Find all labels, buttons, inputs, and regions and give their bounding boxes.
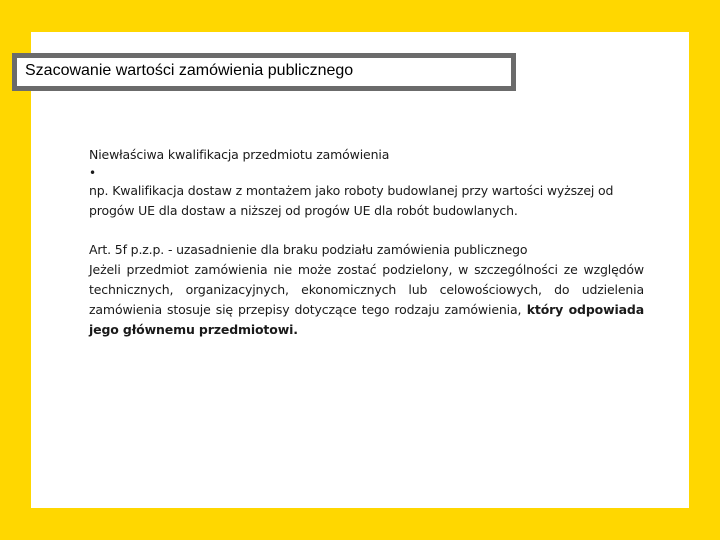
paragraph-2-bold-text: który odpowiada jego głównemu przedmiotowi.	[89, 302, 644, 337]
bullet-marker: •	[89, 166, 96, 180]
paragraph-2-text: Jeżeli przedmiot zamówienia nie może zostać podzielony, w szczególności ze względów technicznych, organizacyjnych, ekonomicznych lub celowościowych, do udzielenia zamówienia stosuje się przepisy dotyczące tego rodzaju zamówienia,	[89, 262, 644, 317]
paragraph-1-example: np. Kwalifikacja dostaw z montażem jako roboty budowlanej przy wartości wyższej od progów UE dla dostaw a niższej od progów UE dla robót budowlanych.	[89, 183, 614, 218]
slide-content	[89, 145, 644, 340]
paragraph-1-heading: Niewłaściwa kwalifikacja przedmiotu zamówienia	[89, 147, 390, 162]
paragraph-1	[89, 145, 644, 221]
slide-title: Szacowanie wartości zamówienia publicznego	[25, 62, 354, 79]
paragraph-2-heading: Art. 5f p.z.p. - uzasadnienie dla braku podziału zamówienia publicznego	[89, 242, 528, 257]
title-box	[12, 53, 516, 91]
paragraph-2	[89, 240, 644, 340]
